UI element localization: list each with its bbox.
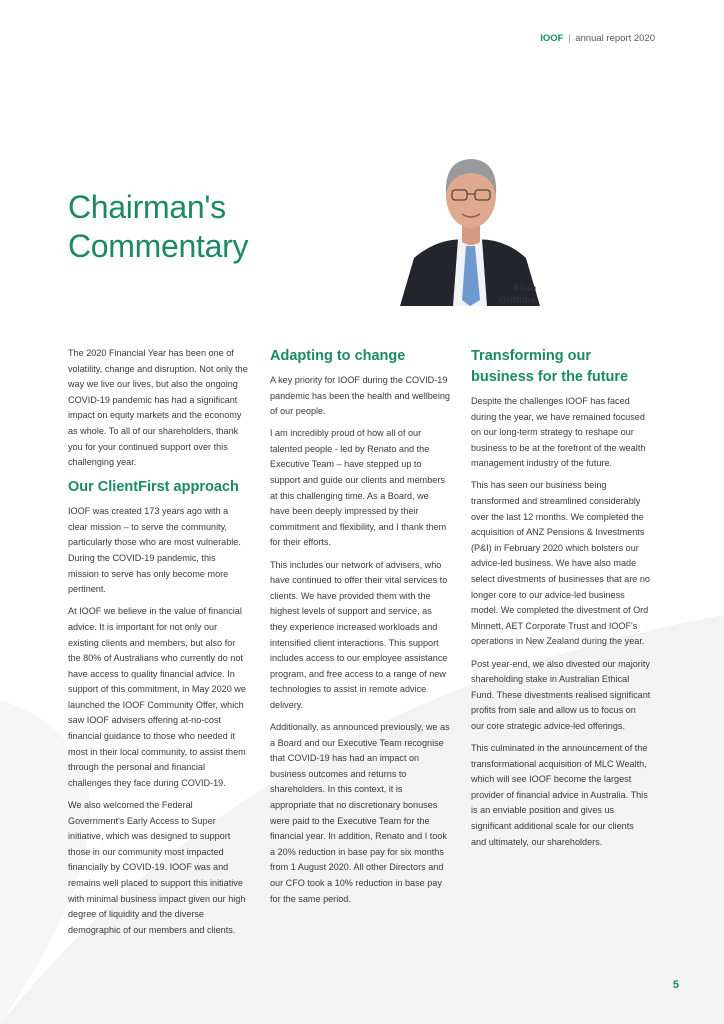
column-3	[471, 346, 651, 857]
adapting-paragraph-3: This includes our network of advisers, who have continued to offer their vital services to clients. We have provided them with the highest levels of support and service, as they experience increased workloads and intensified client interactions. This support includes access to our employee assistance program, and free access to a range of new technologies to assist in remote advice delivery.	[270, 559, 448, 710]
header-report-title: annual report 2020	[575, 33, 655, 44]
running-header	[540, 33, 655, 44]
section-heading-adapting: Adapting to change	[270, 348, 406, 364]
column-2	[270, 346, 450, 914]
clientfirst-paragraph-3: We also welcomed the Federal Government's Early Access to Super initiative, which was designed to support those in our community most impacted financially by COVID-19. IOOF was and remains well placed to support this initiative with minimal business impact given our high degree of liquidity and the diverse demographic of our members and clients.	[68, 799, 246, 935]
adapting-paragraph-2: I am incredibly proud of how all of our talented people - led by Renato and the Executive Team – have stepped up to support and guide our clients and members at this challenging time. As a Board, we have been deeply impressed by their commitment and flexibility, and I thank them for their efforts.	[270, 428, 447, 548]
portrait-caption	[470, 283, 536, 307]
caption-last-name: Griffiths	[499, 295, 536, 306]
transforming-paragraph-3: Post year-end, we also divested our majority shareholding stake in Australian Ethical Fund. These divestments realised significant profits from sale and allow us to focus on our core strategic advice-led offerings.	[471, 658, 651, 731]
header-separator: |	[568, 33, 571, 44]
page-number: 5	[672, 979, 679, 991]
transforming-paragraph-1: Despite the challenges IOOF has faced during the year, we have remained focused on our long-term strategy to reshape our business to be at the forefront of the wealth management industry of the future.	[471, 396, 646, 469]
adapting-paragraph-1: A key priority for IOOF during the COVID-19 pandemic has been the health and wellbeing of our people.	[270, 375, 450, 417]
page-title	[68, 188, 248, 266]
page-title-line-2: Commentary	[68, 228, 249, 264]
header-brand: IOOF	[540, 33, 564, 44]
caption-first-name: Allan	[512, 283, 536, 294]
transforming-paragraph-4: This culminated in the announcement of the transformational acquisition of MLC Wealth, which will see IOOF become the largest provider of financial advice in Australia. This is an enviable position and gives us significant additional scale for our clients and ultimately, our shareholders.	[471, 742, 648, 847]
page-title-line-1: Chairman's	[68, 189, 226, 225]
section-heading-transforming: Transforming our business for the future	[471, 348, 629, 385]
clientfirst-paragraph-1: IOOF was created 173 years ago with a clear mission – to serve the community, particularly those who are most vulnerable. During the COVID-19 pandemic, this mission to serve has only become more pertinent.	[68, 506, 241, 595]
intro-paragraph: The 2020 Financial Year has been one of volatility, change and disruption. Not only the way we live our lives, but also the ongoing COVID-19 pandemic has had a significant impact on equity markets and the economy as whole. To all of our shareholders, thank you for your continued support over this challenging year.	[68, 348, 248, 468]
transforming-paragraph-2: This has seen our business being transformed and streamlined considerably over the last 12 months. We completed the acquisition of ANZ Pensions & Investments (P&I) in February 2020 which bolsters our advice-led business. We have also made select divestments of businesses that are no longer core to our advice-led business model. We completed the divestment of Ord Minnett, AET Corporate Trust and IOOF's operations in New Zealand during the year.	[471, 480, 650, 647]
section-heading-clientfirst: Our ClientFirst approach	[68, 479, 239, 496]
clientfirst-paragraph-2: At IOOF we believe in the value of financial advice. It is important for not only our existing clients and members, but also for the 80% of Australians who currently do not have access to quality financial advice. In support of this commitment, in May 2020 we launched the IOOF Community Offer, which saw IOOF advisers offering at-no-cost financial guidance to those who needed it most in their local community, to assist them through the personal and financial challenges they face during COVID-19.	[68, 606, 246, 788]
chairman-portrait	[400, 140, 540, 306]
adapting-paragraph-4: Additionally, as announced previously, we as a Board and our Executive Team recognise that COVID-19 has had an impact on business outcomes and returns to shareholders. In this context, it is appropriate that no discretionary bonuses were paid to the Executive Team for the financial year. In addition, Renato and I took a 20% reduction in base pay for six months from 1 August 2020. All other Directors and our CFO took a 10% reduction in base pay for the same period.	[270, 721, 450, 904]
column-1	[68, 346, 248, 945]
